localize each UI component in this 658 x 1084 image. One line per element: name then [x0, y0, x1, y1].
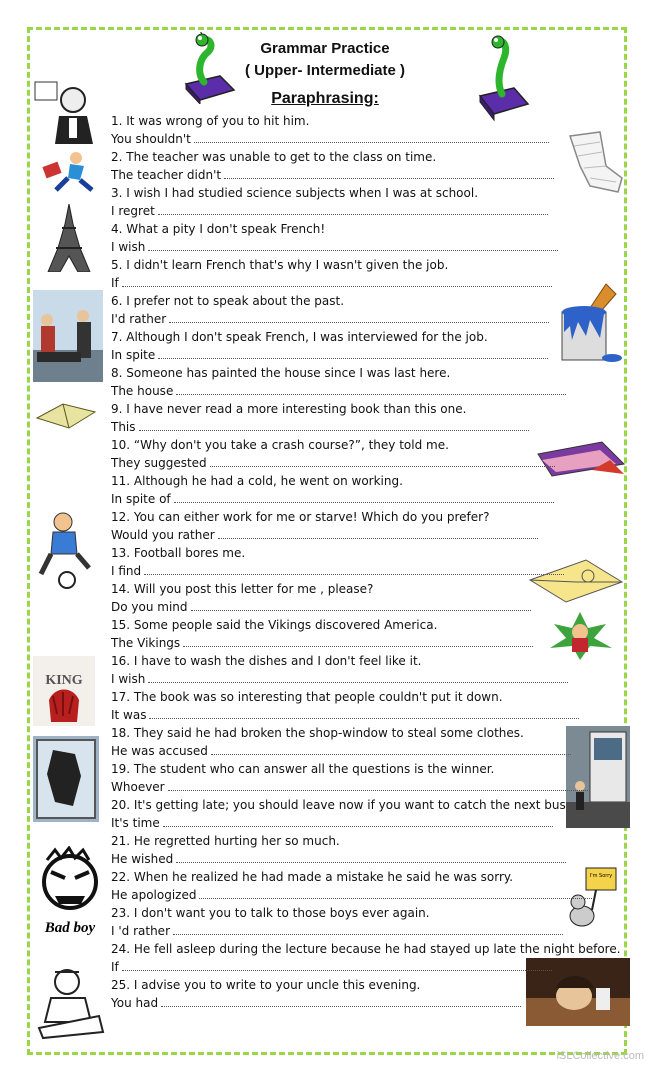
answer-blank[interactable]: [144, 563, 564, 575]
answer-stem: He wished: [111, 852, 174, 866]
answer-stem: This: [111, 420, 136, 434]
answer-stem: Do you mind: [111, 600, 188, 614]
exercise-list: [111, 112, 631, 1012]
answer-stem: I find: [111, 564, 142, 578]
book-cover-label: KING: [45, 673, 83, 688]
answer-blank[interactable]: [210, 455, 555, 467]
exercise-item: [111, 544, 631, 580]
exercise-question: 21. He regretted hurting her so much.: [111, 834, 340, 848]
title-level: ( Upper- Intermediate ): [244, 62, 406, 79]
answer-blank[interactable]: [194, 131, 549, 143]
answer-blank[interactable]: [148, 239, 558, 251]
exercise-item: [111, 148, 631, 184]
answer-blank[interactable]: [169, 311, 549, 323]
exercise-answer-line: [111, 418, 631, 436]
answer-blank[interactable]: [163, 815, 553, 827]
exercise-answer-line: [111, 310, 631, 328]
exercise-item: [111, 976, 631, 1012]
student-writing-picture: [33, 958, 107, 1040]
exercise-answer-line: [111, 526, 631, 544]
exercise-item: [111, 364, 631, 400]
exercise-question: 5. I didn't learn French that's why I wasn't given the job.: [111, 258, 449, 272]
exercise-answer-line: [111, 166, 631, 184]
answer-stem: Would you rather: [111, 528, 215, 542]
answer-stem: I wish: [111, 240, 146, 254]
exercise-question: 11. Although he had a cold, he went on working.: [111, 474, 403, 488]
exercise-item: [111, 256, 631, 292]
exercise-question: 24. He fell asleep during the lecture because he had stayed up late the night before.: [111, 942, 621, 956]
answer-blank[interactable]: [176, 851, 566, 863]
exercise-question: 10. “Why don't you take a crash course?”, they told me.: [111, 438, 449, 452]
answer-blank[interactable]: [148, 671, 568, 683]
exercise-answer-line: [111, 886, 631, 904]
exercise-question: 25. I advise you to write to your uncle this evening.: [111, 978, 421, 992]
exercise-item: [111, 112, 631, 148]
answer-blank[interactable]: [211, 743, 571, 755]
answer-stem: If: [111, 960, 119, 974]
exercise-question: 1. It was wrong of you to hit him.: [111, 114, 310, 128]
broken-window-picture: [33, 736, 99, 822]
exercise-question: 6. I prefer not to speak about the past.: [111, 294, 345, 308]
exercise-item: [111, 220, 631, 256]
bad-boy-label: Bad boy: [44, 920, 96, 936]
exercise-answer-line: [111, 598, 631, 616]
answer-blank[interactable]: [122, 275, 552, 287]
football-player-picture: [33, 508, 105, 590]
exercise-question: 2. The teacher was unable to get to the class on time.: [111, 150, 437, 164]
answer-blank[interactable]: [158, 347, 548, 359]
bad-boy-face-picture: [33, 846, 107, 938]
worm-on-book-left-icon: [180, 32, 240, 104]
exercise-question: 19. The student who can answer all the questions is the winner.: [111, 762, 495, 776]
running-man-picture: [40, 150, 106, 196]
exercise-question: 13. Football bores me.: [111, 546, 246, 560]
exercise-item: [111, 472, 631, 508]
eiffel-tower-picture: [46, 204, 92, 272]
exercise-item: [111, 292, 631, 328]
answer-stem: If: [111, 276, 119, 290]
answer-stem: In spite of: [111, 492, 171, 506]
exercise-item: [111, 904, 631, 940]
answer-stem: He apologized: [111, 888, 197, 902]
answer-stem: I wish: [111, 672, 146, 686]
exercise-question: 9. I have never read a more interesting book than this one.: [111, 402, 467, 416]
exercise-answer-line: [111, 706, 631, 724]
title-grammar-practice: Grammar Practice: [260, 40, 390, 57]
stephen-king-book-picture: [33, 656, 95, 726]
answer-blank[interactable]: [174, 491, 554, 503]
exercise-answer-line: [111, 922, 631, 940]
exercise-answer-line: [111, 778, 631, 796]
answer-blank[interactable]: [122, 959, 552, 971]
exercise-item: [111, 940, 631, 976]
answer-stem: The house: [111, 384, 174, 398]
exercise-answer-line: [111, 850, 631, 868]
exercise-answer-line: [111, 382, 631, 400]
answer-blank[interactable]: [218, 527, 538, 539]
exercise-item: [111, 436, 631, 472]
exercise-item: [111, 832, 631, 868]
exercise-question: 16. I have to wash the dishes and I don't feel like it.: [111, 654, 422, 668]
answer-blank[interactable]: [149, 707, 579, 719]
exercise-answer-line: [111, 742, 631, 760]
exercise-question: 18. They said he had broken the shop-window to steal some clothes.: [111, 726, 524, 740]
answer-blank[interactable]: [191, 599, 531, 611]
answer-blank[interactable]: [176, 383, 566, 395]
exercise-answer-line: [111, 202, 631, 220]
exercise-answer-line: [111, 238, 631, 256]
worm-on-book-right-icon: [474, 32, 534, 122]
exercise-answer-line: [111, 454, 631, 472]
answer-stem: Whoever: [111, 780, 165, 794]
answer-blank[interactable]: [158, 203, 548, 215]
answer-stem: They suggested: [111, 456, 207, 470]
exercise-item: [111, 868, 631, 904]
answer-stem: It's time: [111, 816, 160, 830]
answer-blank[interactable]: [183, 635, 533, 647]
open-book-picture: [33, 398, 99, 434]
exercise-question: 4. What a pity I don't speak French!: [111, 222, 326, 236]
exercise-answer-line: [111, 634, 631, 652]
exercise-answer-line: [111, 994, 631, 1012]
exercise-question: 7. Although I don't speak French, I was interviewed for the job.: [111, 330, 488, 344]
exercise-item: [111, 652, 631, 688]
exercise-item: [111, 688, 631, 724]
exercise-answer-line: [111, 958, 631, 976]
exercise-question: 15. Some people said the Vikings discovered America.: [111, 618, 438, 632]
answer-stem: The teacher didn't: [111, 168, 222, 182]
title-paraphrasing: Paraphrasing:: [271, 90, 379, 107]
exercise-item: [111, 724, 631, 760]
answer-blank[interactable]: [168, 779, 588, 791]
exercise-item: [111, 580, 631, 616]
exercise-question: 22. When he realized he had made a mistake he said he was sorry.: [111, 870, 514, 884]
exercise-item: [111, 184, 631, 220]
exercise-question: 12. You can either work for me or starve! Which do you prefer?: [111, 510, 490, 524]
exercise-answer-line: [111, 346, 631, 364]
exercise-item: [111, 616, 631, 652]
answer-stem: You had: [111, 996, 159, 1010]
answer-blank[interactable]: [161, 995, 521, 1007]
answer-blank[interactable]: [199, 887, 594, 899]
exercise-item: [111, 400, 631, 436]
angry-teacher-picture: [33, 76, 101, 144]
exercise-item: [111, 508, 631, 544]
answer-stem: You shouldn't: [111, 132, 191, 146]
answer-blank[interactable]: [224, 167, 554, 179]
exercise-item: [111, 796, 631, 832]
answer-stem: I 'd rather: [111, 924, 170, 938]
exercise-question: 17. The book was so interesting that people couldn't put it down.: [111, 690, 503, 704]
exercise-answer-line: [111, 490, 631, 508]
sorry-sign-label: I'm Sorry: [589, 873, 613, 879]
answer-stem: In spite: [111, 348, 156, 362]
exercise-answer-line: [111, 814, 631, 832]
watermark: iSLCollective.com: [556, 1050, 644, 1062]
exercise-answer-line: [111, 562, 631, 580]
exercise-question: 8. Someone has painted the house since I was last here.: [111, 366, 451, 380]
answer-stem: It was: [111, 708, 147, 722]
exercise-answer-line: [111, 130, 631, 148]
exercise-answer-line: [111, 670, 631, 688]
answer-stem: I'd rather: [111, 312, 167, 326]
exercise-item: [111, 328, 631, 364]
answer-stem: I regret: [111, 204, 155, 218]
office-scene-picture: [33, 290, 103, 382]
exercise-question: 14. Will you post this letter for me , please?: [111, 582, 374, 596]
answer-blank[interactable]: [139, 419, 529, 431]
exercise-question: 20. It's getting late; you should leave now if you want to catch the next bus: [111, 798, 566, 812]
answer-stem: The Vikings: [111, 636, 181, 650]
answer-stem: He was accused: [111, 744, 208, 758]
exercise-answer-line: [111, 274, 631, 292]
exercise-question: 23. I don't want you to talk to those boys ever again.: [111, 906, 430, 920]
answer-blank[interactable]: [173, 923, 563, 935]
exercise-question: 3. I wish I had studied science subjects when I was at school.: [111, 186, 479, 200]
exercise-item: [111, 760, 631, 796]
